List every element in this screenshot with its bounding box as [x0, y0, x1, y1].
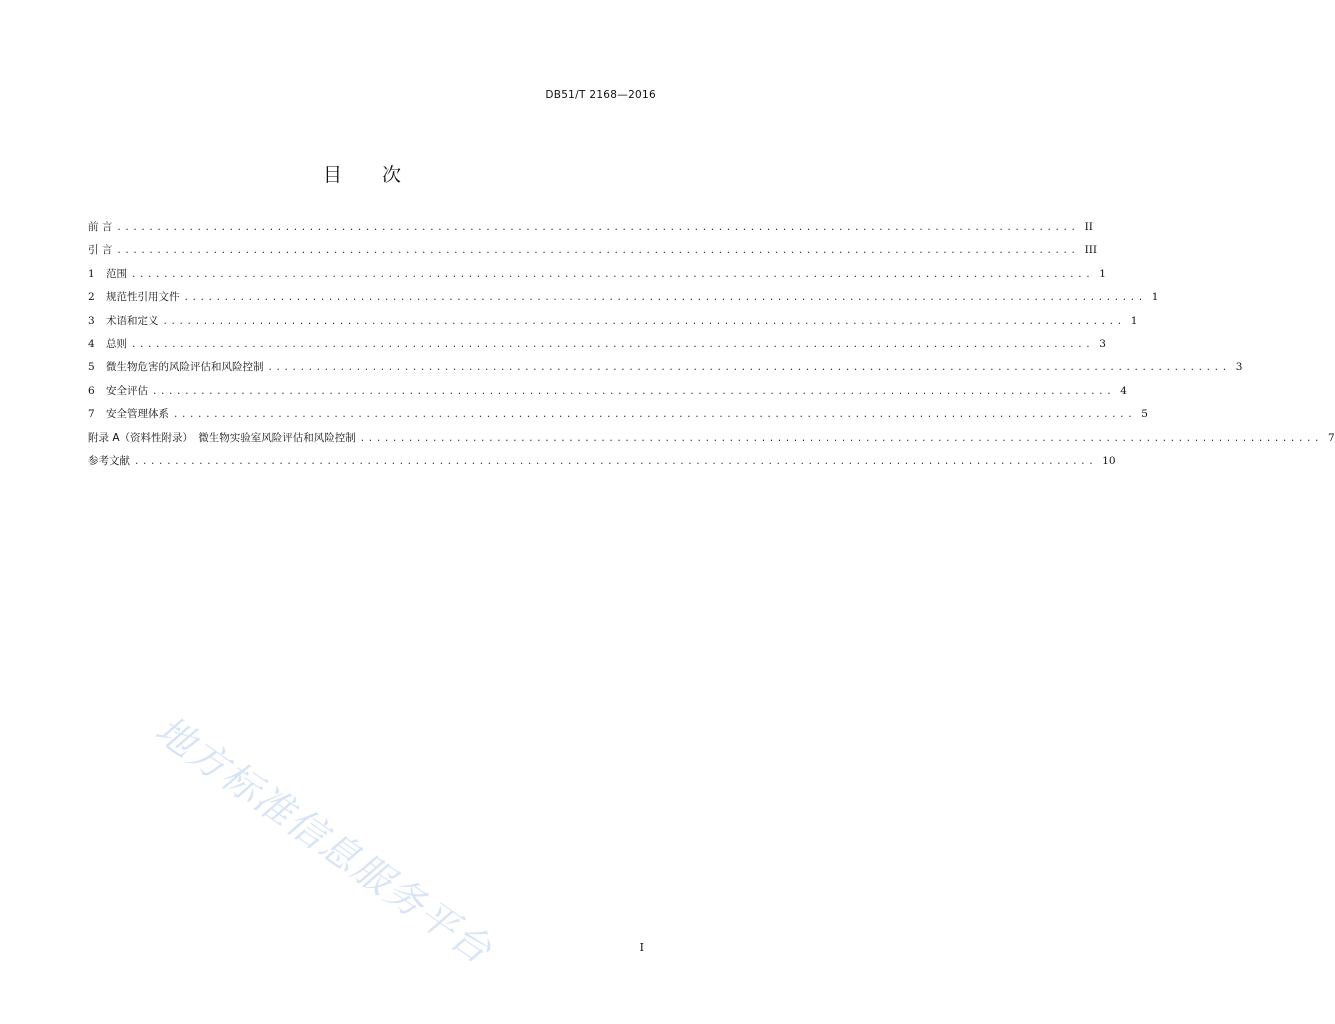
toc-entry-page: 3	[1235, 361, 1243, 374]
toc-entry-title: 参考文献	[88, 454, 130, 467]
toc-title-char-2: 次	[382, 164, 402, 186]
toc-entry-page: 1	[1151, 291, 1159, 304]
watermark-text: 地方标准信息服务平台	[147, 707, 501, 973]
table-of-contents	[88, 219, 1335, 476]
toc-entry-introduction[interactable]	[88, 242, 1098, 265]
toc-leader-dots: ........................................................................................................................	[173, 410, 1136, 421]
toc-leader-dots: ........................................................................................................................	[162, 316, 1125, 327]
toc-entry-number: 3	[88, 314, 95, 327]
toc-entry-title: 附录 A（资料性附录） 微生物实验室风险评估和风险控制	[88, 431, 356, 444]
toc-entry-number: 4	[88, 337, 95, 350]
toc-entry-title: 术语和定义	[106, 314, 159, 327]
toc-leader-dots: ........................................................................................................................	[116, 223, 1079, 233]
toc-entry-appendix-a[interactable]	[88, 430, 1335, 453]
toc-entry-safety-management[interactable]	[88, 406, 1148, 429]
toc-entry-page: III	[1084, 244, 1098, 257]
toc-entry-title: 安全评估	[106, 384, 148, 397]
toc-leader-dots: ........................................................................................................................	[359, 433, 1322, 444]
toc-entry-title: 前 言	[88, 221, 113, 233]
toc-entry-page: 3	[1099, 337, 1106, 350]
toc-entry-page: 4	[1120, 384, 1127, 397]
toc-entry-title: 规范性引用文件	[106, 291, 180, 304]
toc-entry-page: 7	[1328, 431, 1335, 444]
toc-title	[0, 160, 724, 187]
toc-title-char-1: 目	[322, 164, 342, 186]
toc-entry-title: 微生物危害的风险评估和风险控制	[106, 361, 264, 374]
toc-entry-page: 10	[1102, 454, 1116, 467]
toc-entry-page: II	[1084, 221, 1093, 233]
toc-entry-page: 5	[1141, 408, 1148, 421]
toc-entry-title: 引 言	[88, 244, 113, 257]
toc-entry-title: 安全管理体系	[106, 408, 169, 421]
toc-entry-foreword[interactable]	[88, 219, 1093, 242]
toc-entry-risk-assessment[interactable]	[88, 359, 1243, 382]
toc-entry-normative-references[interactable]	[88, 289, 1159, 312]
toc-entry-page: 1	[1130, 314, 1138, 327]
toc-entry-number: 5	[88, 361, 95, 374]
toc-entry-number: 6	[88, 384, 95, 397]
toc-leader-dots: ........................................................................................................................	[152, 386, 1115, 397]
toc-entry-number: 7	[88, 408, 95, 421]
toc-leader-dots: ........................................................................................................................	[183, 293, 1146, 304]
toc-leader-dots: ........................................................................................................................	[134, 456, 1097, 467]
toc-entry-safety-evaluation[interactable]	[88, 383, 1127, 406]
toc-entry-number: 2	[88, 291, 95, 304]
toc-entry-bibliography[interactable]	[88, 453, 1116, 476]
toc-leader-dots: ........................................................................................................................	[267, 363, 1230, 374]
toc-leader-dots: ........................................................................................................................	[131, 269, 1094, 280]
toc-entry-scope[interactable]	[88, 266, 1106, 289]
page-number: I	[639, 941, 644, 954]
toc-leader-dots: ........................................................................................................................	[131, 339, 1094, 350]
toc-entry-page: 1	[1099, 267, 1106, 280]
toc-entry-number: 1	[88, 267, 95, 280]
toc-entry-title: 范围	[106, 267, 127, 280]
toc-entry-title: 总则	[106, 337, 127, 350]
toc-leader-dots: ........................................................................................................................	[116, 246, 1079, 257]
toc-entry-terms-definitions[interactable]	[88, 313, 1138, 336]
toc-entry-general[interactable]	[88, 336, 1106, 359]
document-code: DB51/T 2168—2016	[545, 89, 656, 101]
